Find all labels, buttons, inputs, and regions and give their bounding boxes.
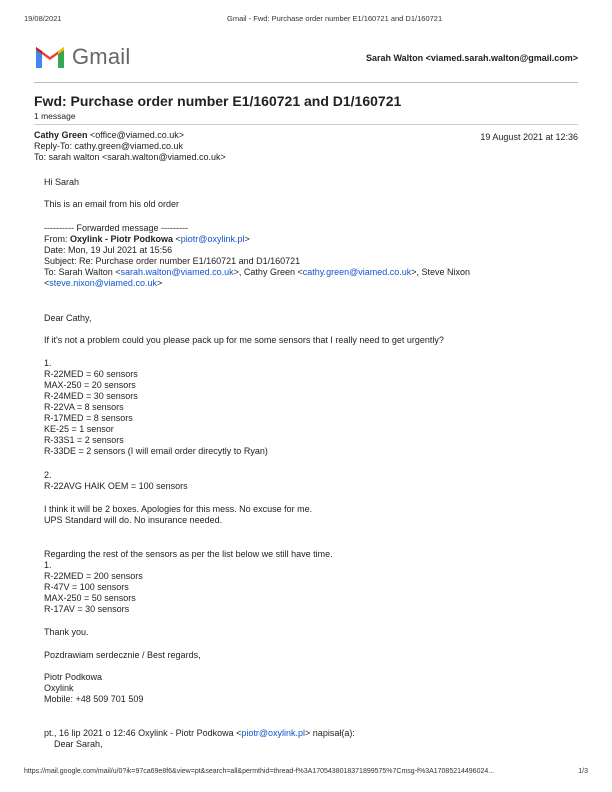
quote-email-link[interactable]: piotr@oxylink.pl [241,728,306,738]
sender-email: <office@viamed.co.uk> [87,130,185,140]
intro-text: This is an email from his old order [44,199,180,209]
greeting: Hi Sarah [44,177,80,187]
list-number: 1. [44,560,52,570]
quote-suffix: > napisał(a): [305,728,355,738]
signature-company: Oxylink [44,683,74,693]
quote-prefix: pt., 16 lip 2021 o 12:46 Oxylink - Piotr Podkowa < [44,728,242,738]
to-line: To: sarah walton <sarah.walton@viamed.co.uk> [34,152,226,162]
list-item: MAX-250 = 20 sensors [44,380,136,390]
fwd-from-email-link[interactable]: piotr@oxylink.pl [180,234,245,244]
fwd-to-cont: <steve.nixon@viamed.co.uk> [44,278,163,288]
shipping-text: UPS Standard will do. No insurance needed. [44,515,223,525]
list-number: 2. [44,470,52,480]
fwd-from-name: Oxylink - Piotr Podkowa [70,234,174,244]
list-item: R-22VA = 8 sensors [44,402,124,412]
fwd-from: From: Oxylink - Piotr Podkowa <piotr@oxylink.pl> [44,234,250,244]
account-label: Sarah Walton <viamed.sarah.walton@gmail.com> [365,53,578,63]
fwd-subject: Subject: Re: Purchase order number E1/160721 and D1/160721 [44,256,301,266]
fwd-to-steve-link[interactable]: steve.nixon@viamed.co.uk [49,278,157,288]
gmail-wordmark[interactable]: Gmail [72,44,131,69]
forward-marker: ---------- Forwarded message --------- [44,223,188,233]
list-item: R-33S1 = 2 sensors [44,435,124,445]
boxes-text: I think it will be 2 boxes. Apologies for this mess. No excuse for me. [44,504,313,514]
sender [34,130,184,141]
body-request: If it's not a problem could you please pack up for me some sensors that I really need to get urgently? [44,335,444,345]
quote-header [44,728,355,739]
list-number: 1. [44,358,52,368]
list-item: MAX-250 = 50 sensors [44,593,136,603]
list-item: R-22MED = 60 sensors [44,369,138,379]
thanks-text: Thank you. [44,627,89,637]
page-number: 1/3 [578,768,588,775]
fwd-date: Date: Mon, 19 Jul 2021 at 15:56 [44,245,173,255]
list-item: R-22AVG HAIK OEM = 100 sensors [44,481,188,491]
list-item: R-17AV = 30 sensors [44,604,130,614]
fwd-from-label: From: [44,234,70,244]
thread-subject: Fwd: Purchase order number E1/160721 and D1/160721 [34,93,402,109]
print-title: Gmail - Fwd: Purchase order number E1/160721 and D1/160721 [227,14,443,23]
list-item: R-47V = 100 sensors [44,582,129,592]
body-greeting: Dear Cathy, [44,313,92,323]
quote-greeting: Dear Sarah, [54,739,103,749]
message-count: 1 message [34,111,76,121]
list-item: R-33DE = 2 sensors (I will email order direcytly to Ryan) [44,446,268,456]
fwd-to-label: To: Sarah Walton < [44,267,121,277]
fwd-to: To: Sarah Walton <sarah.walton@viamed.co.uk>, Cathy Green <cathy.green@viamed.co.uk>, Steve Nixon [44,267,471,277]
divider [34,82,578,83]
sender-name: Cathy Green [34,130,88,140]
gmail-m-icon[interactable] [34,44,66,68]
fwd-to-sarah-link[interactable]: sarah.walton@viamed.co.uk [120,267,234,277]
divider [34,124,578,125]
regards-text: Pozdrawiam serdecznie / Best regards, [44,650,201,660]
list-item: R-22MED = 200 sensors [44,571,143,581]
list-item: R-24MED = 30 sensors [44,391,138,401]
reply-to: Reply-To: cathy.green@viamed.co.uk [34,141,184,151]
print-date: 19/08/2021 [24,14,62,23]
list-item: R-17MED = 8 sensors [44,413,133,423]
rest-intro: Regarding the rest of the sensors as per the list below we still have time. [44,549,333,559]
fwd-to-cathy-link[interactable]: cathy.green@viamed.co.uk [302,267,412,277]
signature-mobile: Mobile: +48 509 701 509 [44,694,144,704]
list-item: KE-25 = 1 sensor [44,424,114,434]
message-date: 19 August 2021 at 12:36 [480,132,578,142]
page-url: https://mail.google.com/mail/u/0?ik=97ca69e8f6&view=pt&search=all&permthid=thread-f%3A1705438018371899575%7Cmsg-f%3A17085214496024... [24,768,495,775]
signature-name: Piotr Podkowa [44,672,103,682]
